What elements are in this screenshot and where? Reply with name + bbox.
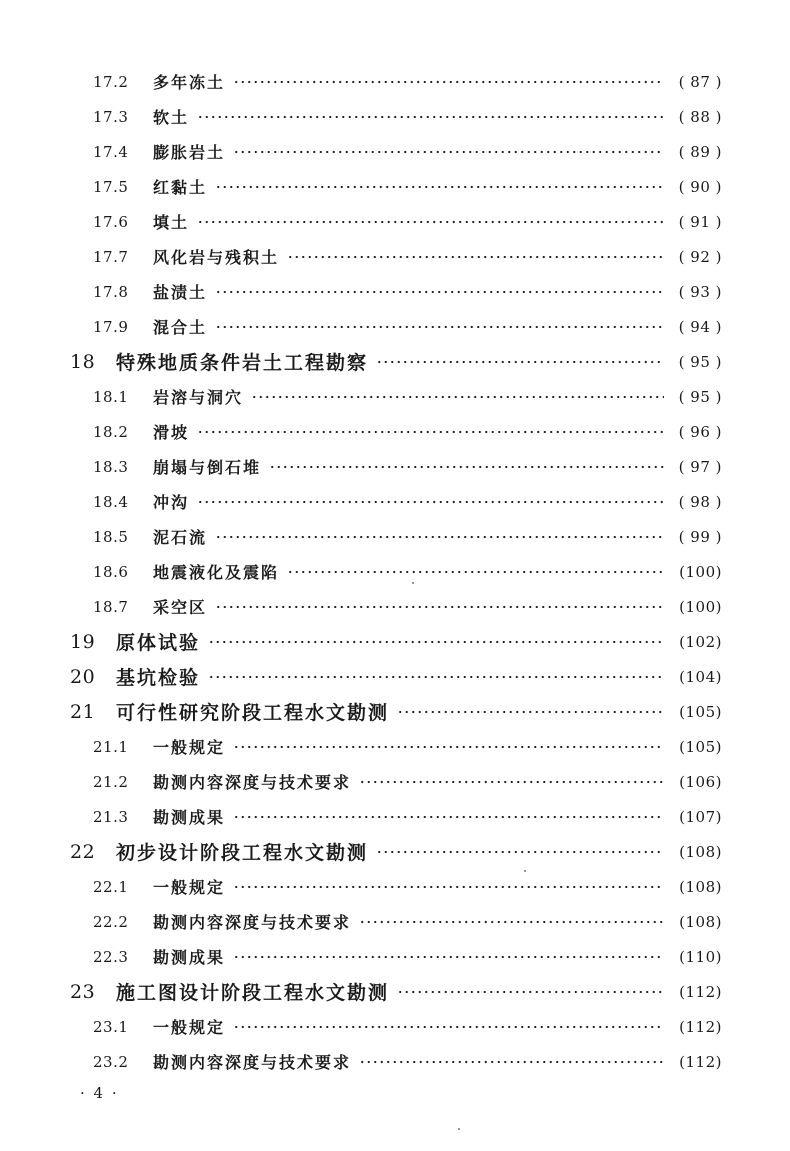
- toc-section-entry: [0, 1009, 790, 1044]
- toc-entry-title: 红黏土: [153, 178, 208, 197]
- toc-entry-page: ( 99 ): [678, 527, 722, 546]
- toc-entry-number: 21.2: [93, 772, 129, 791]
- dot-leader: [287, 570, 664, 574]
- toc-entry-number: 18.3: [93, 457, 129, 476]
- toc-entry-number: 21.1: [93, 737, 129, 756]
- dot-leader: [215, 605, 664, 609]
- dot-leader: [233, 1025, 664, 1029]
- toc-entry-number: 18.1: [93, 387, 129, 406]
- toc-entry-number: 17.3: [93, 107, 129, 126]
- toc-section-entry: [0, 554, 790, 589]
- toc-entry-number: 19: [70, 630, 96, 653]
- dot-leader: [215, 185, 664, 189]
- toc-section-entry: [0, 939, 790, 974]
- toc-section-entry: [0, 134, 790, 169]
- toc-entry-page: (107): [679, 807, 722, 826]
- dot-leader: [376, 850, 664, 854]
- toc-section-entry: [0, 1044, 790, 1079]
- scan-speck: [458, 1128, 460, 1130]
- toc-entry-title: 可行性研究阶段工程水文勘测: [116, 702, 390, 724]
- toc-entry-title: 勘测内容深度与技术要求: [153, 1053, 352, 1072]
- toc-section-entry: [0, 799, 790, 834]
- toc-entry-number: 17.2: [93, 72, 129, 91]
- dot-leader: [397, 710, 664, 714]
- toc-entry-page: (112): [679, 1017, 722, 1036]
- toc-entry-number: 20: [70, 665, 96, 688]
- toc-entry-title: 多年冻土: [153, 73, 226, 92]
- toc-entry-page: (105): [679, 702, 722, 721]
- dot-leader: [397, 990, 664, 994]
- toc-entry-number: 18.6: [93, 562, 129, 581]
- toc-entry-title: 混合土: [153, 318, 208, 337]
- toc-section-entry: [0, 169, 790, 204]
- dot-leader: [215, 535, 664, 539]
- toc-entry-page: ( 89 ): [678, 142, 722, 161]
- toc-entry-title: 勘测成果: [153, 948, 226, 967]
- dot-leader: [359, 780, 664, 784]
- dot-leader: [208, 675, 664, 679]
- toc-entry-number: 18: [70, 350, 96, 373]
- toc-section-entry: [0, 484, 790, 519]
- dot-leader: [251, 395, 664, 399]
- toc-chapter-entry: [0, 344, 790, 379]
- toc-section-entry: [0, 904, 790, 939]
- toc-entry-page: ( 90 ): [678, 177, 722, 196]
- toc-entry-page: ( 87 ): [678, 72, 722, 91]
- toc-entry-title: 冲沟: [153, 493, 190, 512]
- toc-entry-page: ( 92 ): [678, 247, 722, 266]
- dot-leader: [215, 325, 664, 329]
- toc-entry-title: 岩溶与洞穴: [153, 388, 244, 407]
- toc-section-entry: [0, 64, 790, 99]
- toc-entry-page: (108): [679, 877, 722, 896]
- toc-entry-number: 22.1: [93, 877, 129, 896]
- toc-entry-title: 软土: [153, 108, 190, 127]
- toc-section-entry: [0, 869, 790, 904]
- toc-entry-page: (100): [679, 597, 722, 616]
- dot-leader: [233, 815, 664, 819]
- toc-entry-title: 施工图设计阶段工程水文勘测: [116, 982, 390, 1004]
- toc-entry-number: 17.4: [93, 142, 129, 161]
- toc-entry-number: 18.2: [93, 422, 129, 441]
- dot-leader: [233, 955, 664, 959]
- toc-section-entry: [0, 449, 790, 484]
- toc-entry-page: ( 97 ): [678, 457, 722, 476]
- toc-entry-title: 采空区: [153, 598, 208, 617]
- toc-entry-page: ( 91 ): [678, 212, 722, 231]
- toc-entry-page: (112): [679, 1052, 722, 1071]
- toc-entry-number: 22.2: [93, 912, 129, 931]
- toc-entry-number: 17.7: [93, 247, 129, 266]
- toc-entry-title: 原体试验: [116, 632, 201, 654]
- toc-entry-page: (106): [679, 772, 722, 791]
- toc-entry-number: 17.5: [93, 177, 129, 196]
- toc-entry-page: (105): [679, 737, 722, 756]
- toc-entry-page: ( 94 ): [678, 317, 722, 336]
- toc-entry-page: (112): [679, 982, 722, 1001]
- dot-leader: [215, 290, 664, 294]
- toc-entry-title: 盐渍土: [153, 283, 208, 302]
- toc-entry-title: 泥石流: [153, 528, 208, 547]
- toc-entry-page: ( 98 ): [678, 492, 722, 511]
- dot-leader: [287, 255, 664, 259]
- toc-entry-number: 23.2: [93, 1052, 129, 1071]
- toc-entry-number: 18.4: [93, 492, 129, 511]
- toc-entry-number: 21: [70, 700, 96, 723]
- toc-section-entry: [0, 309, 790, 344]
- toc-chapter-entry: [0, 624, 790, 659]
- toc-entry-page: (104): [679, 667, 722, 686]
- toc-entry-page: ( 88 ): [678, 107, 722, 126]
- toc-entry-number: 17.9: [93, 317, 129, 336]
- toc-entry-number: 18.5: [93, 527, 129, 546]
- dot-leader: [376, 360, 664, 364]
- dot-leader: [359, 920, 664, 924]
- toc-section-entry: [0, 519, 790, 554]
- toc-entry-number: 22: [70, 840, 96, 863]
- toc-entry-number: 22.3: [93, 947, 129, 966]
- toc-entry-title: 一般规定: [153, 1018, 226, 1037]
- dot-leader: [233, 80, 664, 84]
- toc-entry-page: (108): [679, 912, 722, 931]
- toc-entry-number: 23.1: [93, 1017, 129, 1036]
- toc-entry-page: ( 95 ): [678, 387, 722, 406]
- dot-leader: [197, 115, 664, 119]
- table-of-contents: [0, 64, 790, 1079]
- toc-entry-page: ( 95 ): [678, 352, 722, 371]
- dot-leader: [233, 885, 664, 889]
- toc-entry-title: 滑坡: [153, 423, 190, 442]
- toc-chapter-entry: [0, 659, 790, 694]
- toc-section-entry: [0, 99, 790, 134]
- toc-entry-number: 17.8: [93, 282, 129, 301]
- toc-section-entry: [0, 764, 790, 799]
- toc-section-entry: [0, 379, 790, 414]
- toc-entry-title: 膨胀岩土: [153, 143, 226, 162]
- toc-entry-title: 一般规定: [153, 878, 226, 897]
- toc-entry-number: 18.7: [93, 597, 129, 616]
- toc-entry-page: ( 93 ): [678, 282, 722, 301]
- toc-entry-page: (110): [679, 947, 722, 966]
- toc-section-entry: [0, 204, 790, 239]
- toc-entry-title: 基坑检验: [116, 667, 201, 689]
- toc-entry-page: (108): [679, 842, 722, 861]
- toc-entry-title: 勘测成果: [153, 808, 226, 827]
- dot-leader: [233, 150, 664, 154]
- toc-entry-page: ( 96 ): [678, 422, 722, 441]
- dot-leader: [269, 465, 664, 469]
- toc-entry-title: 风化岩与残积土: [153, 248, 280, 267]
- toc-section-entry: [0, 239, 790, 274]
- toc-entry-title: 地震液化及震陷: [153, 563, 280, 582]
- toc-entry-title: 勘测内容深度与技术要求: [153, 913, 352, 932]
- toc-entry-title: 勘测内容深度与技术要求: [153, 773, 352, 792]
- dot-leader: [197, 430, 664, 434]
- dot-leader: [208, 640, 664, 644]
- toc-chapter-entry: [0, 974, 790, 1009]
- toc-entry-number: 21.3: [93, 807, 129, 826]
- toc-section-entry: [0, 274, 790, 309]
- toc-entry-page: (100): [679, 562, 722, 581]
- toc-entry-page: (102): [679, 632, 722, 651]
- toc-entry-title: 初步设计阶段工程水文勘测: [116, 842, 369, 864]
- toc-entry-title: 填土: [153, 213, 190, 232]
- toc-entry-number: 17.6: [93, 212, 129, 231]
- toc-chapter-entry: [0, 694, 790, 729]
- toc-entry-title: 特殊地质条件岩土工程勘察: [116, 352, 369, 374]
- toc-section-entry: [0, 729, 790, 764]
- dot-leader: [359, 1060, 664, 1064]
- toc-entry-title: 崩塌与倒石堆: [153, 458, 262, 477]
- toc-entry-title: 一般规定: [153, 738, 226, 757]
- dot-leader: [197, 500, 664, 504]
- scan-speck: [524, 870, 526, 872]
- toc-entry-number: 23: [70, 980, 96, 1003]
- dot-leader: [233, 745, 664, 749]
- toc-section-entry: [0, 589, 790, 624]
- page-folio: · 4 ·: [80, 1084, 119, 1102]
- scan-speck: [412, 582, 414, 584]
- toc-chapter-entry: [0, 834, 790, 869]
- dot-leader: [197, 220, 664, 224]
- toc-section-entry: [0, 414, 790, 449]
